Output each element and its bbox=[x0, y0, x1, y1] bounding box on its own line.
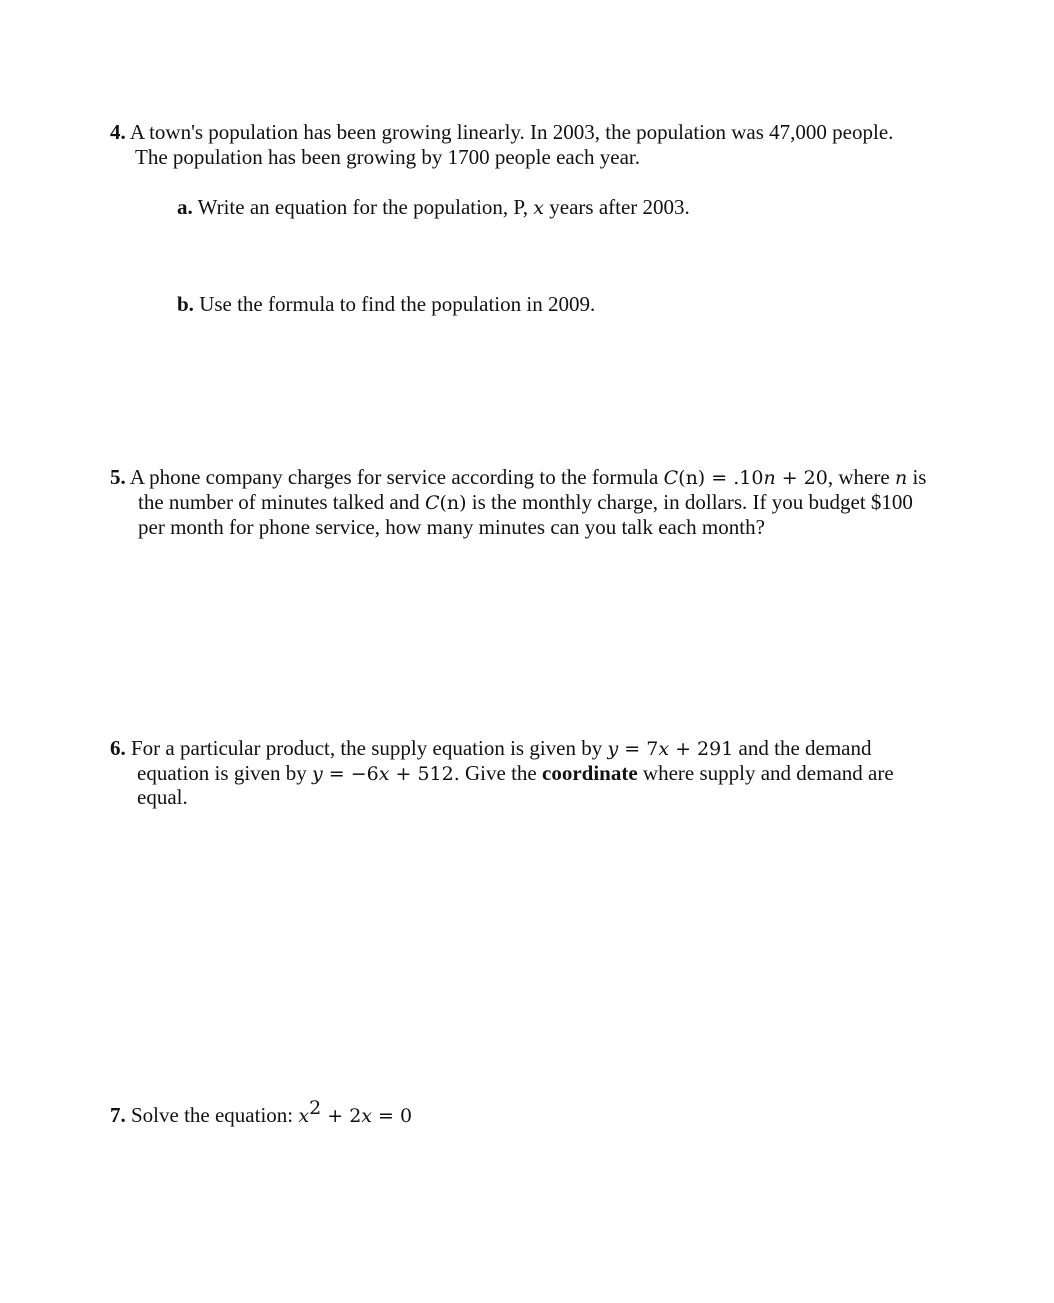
q5-number: 5. bbox=[110, 465, 126, 489]
q7-number: 7. bbox=[110, 1103, 126, 1127]
q4-line1 bbox=[110, 120, 893, 144]
q5-line3 bbox=[138, 515, 765, 539]
q4-line2 bbox=[135, 145, 640, 169]
q4a-text-after: years after 2003. bbox=[549, 195, 690, 219]
q5-l1-text2: , where bbox=[827, 465, 890, 489]
q6-l2-text3: where supply and demand are bbox=[642, 761, 894, 785]
q5-formula-arg: (n) bbox=[678, 467, 706, 489]
q6-l1-x: x bbox=[658, 738, 670, 760]
q4b-text: Use the formula to find the population in 2009. bbox=[199, 292, 596, 316]
q4b-label: b. bbox=[177, 292, 194, 316]
q5-l3-text: per month for phone service, how many minutes can you talk each month? bbox=[138, 515, 765, 539]
q5-formula-n: n bbox=[763, 467, 776, 489]
q4-part-b bbox=[177, 292, 595, 316]
q7-x2: x bbox=[361, 1105, 373, 1127]
q6-l2-bold: coordinate bbox=[542, 761, 638, 785]
q6-l2-text2: Give the bbox=[459, 761, 537, 785]
q4-part-a bbox=[177, 195, 690, 220]
q4-number: 4. bbox=[110, 120, 126, 144]
q5-l1-var: n bbox=[894, 467, 908, 489]
q4-line1-text: A town's population has been growing linearly. In 2003, the population was 47,000 people. bbox=[129, 120, 894, 144]
q4-line2-text: The population has been growing by 1700 people each year. bbox=[135, 145, 641, 169]
q5-l2-arg: (n) bbox=[439, 492, 467, 514]
q6-l2-y: y bbox=[311, 763, 323, 785]
q4a-var: x bbox=[533, 197, 545, 219]
q4a-label: a. bbox=[177, 195, 193, 219]
q7-line bbox=[110, 1097, 413, 1128]
q6-l1-eq: = 7 bbox=[618, 738, 659, 760]
q6-l2-x: x bbox=[378, 763, 390, 785]
q6-l1-y: y bbox=[607, 738, 619, 760]
q5-l2-text: the number of minutes talked and bbox=[138, 490, 420, 514]
q6-line3 bbox=[137, 785, 188, 809]
q6-l2-text: equation is given by bbox=[137, 761, 307, 785]
q5-l1-text3: is bbox=[912, 465, 927, 489]
q7-plus: + 2 bbox=[321, 1105, 362, 1127]
q6-l3-text: equal. bbox=[137, 785, 188, 809]
q7-exp: 2 bbox=[309, 1097, 322, 1119]
q7-text: Solve the equation: bbox=[131, 1103, 294, 1127]
q5-l2-c: C bbox=[424, 492, 440, 514]
q6-l1-text2: and the demand bbox=[738, 736, 872, 760]
q6-l2-rest: + 512. bbox=[389, 763, 460, 785]
q5-line1 bbox=[110, 465, 926, 490]
q6-l1-rest: + 291 bbox=[669, 738, 734, 760]
q5-formula-plus: + 20 bbox=[775, 467, 828, 489]
q6-l2-eq: = −6 bbox=[322, 763, 379, 785]
q5-formula-eq: = .10 bbox=[705, 467, 764, 489]
q7-eq: = 0 bbox=[372, 1105, 413, 1127]
q5-l1-text: A phone company charges for service according to the formula bbox=[129, 465, 659, 489]
q6-l1-text: For a particular product, the supply equation is given by bbox=[131, 736, 603, 760]
q5-l2-text2: is the monthly charge, in dollars. If you budget $100 bbox=[471, 490, 913, 514]
q6-number: 6. bbox=[110, 736, 126, 760]
q5-line2 bbox=[138, 490, 913, 515]
q6-line1 bbox=[110, 736, 872, 761]
q5-formula-c: C bbox=[663, 467, 679, 489]
q4a-text-before: Write an equation for the population, P, bbox=[197, 195, 529, 219]
q7-x1: x bbox=[298, 1105, 310, 1127]
q6-line2 bbox=[137, 761, 894, 786]
